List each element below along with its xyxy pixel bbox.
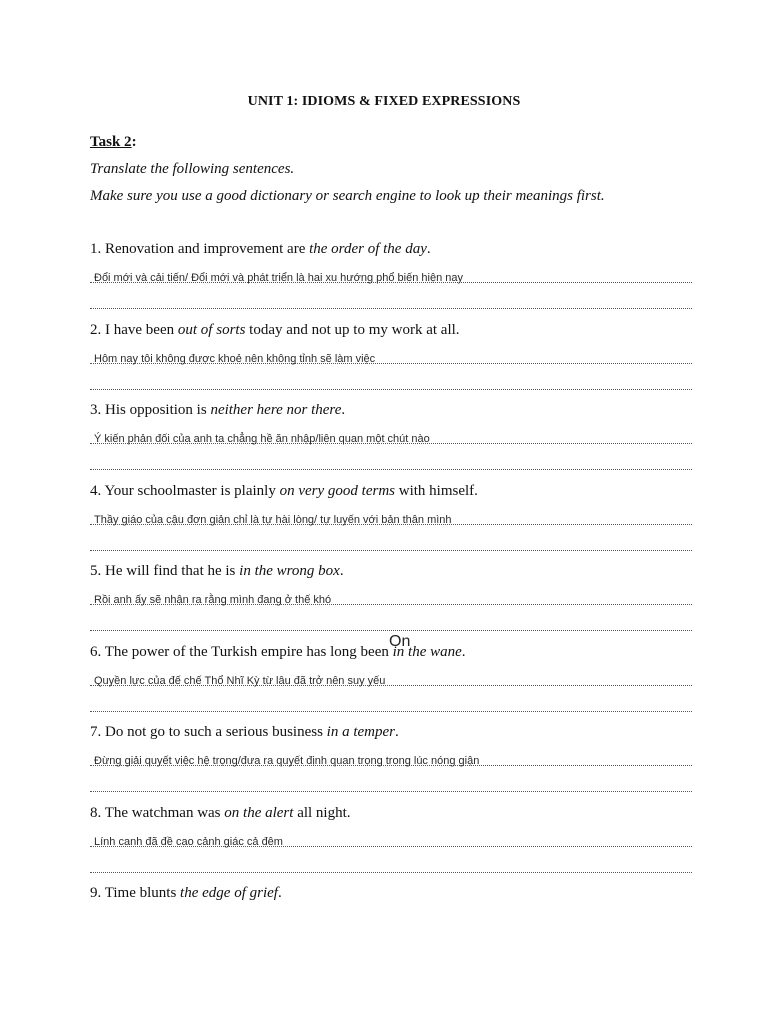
answer-line-7[interactable] bbox=[90, 752, 692, 768]
answer-text: Hôm nay tôi không được khoẻ nên không tỉnh sẽ làm việc bbox=[94, 353, 376, 365]
question-idiom: in the wane bbox=[392, 644, 462, 660]
question-number: 4. bbox=[90, 483, 102, 499]
blank-answer-line-6[interactable] bbox=[90, 710, 692, 712]
answer-line-6[interactable] bbox=[90, 672, 692, 688]
question-idiom: in a temper bbox=[326, 724, 395, 740]
question-idiom: on very good terms bbox=[279, 483, 395, 499]
question-text: Time blunts bbox=[104, 885, 181, 901]
question-number: 7. bbox=[90, 724, 102, 740]
question-3 bbox=[90, 402, 345, 419]
task-label bbox=[90, 134, 137, 151]
answer-line-5[interactable] bbox=[90, 591, 692, 607]
handwritten-annotation: On bbox=[389, 633, 411, 650]
question-number: 6. bbox=[90, 644, 102, 660]
question-number: 2. bbox=[90, 322, 102, 338]
question-text: His opposition is bbox=[105, 402, 211, 418]
question-text-end: . bbox=[426, 241, 431, 257]
question-5 bbox=[90, 563, 344, 580]
question-text-end: all night. bbox=[293, 805, 351, 821]
answer-text: Đừng giải quyết việc hệ trọng/đưa ra quyết định quan trọng trong lúc nóng giận bbox=[94, 755, 480, 767]
question-number: 5. bbox=[90, 563, 102, 579]
answer-text: Đổi mới và cải tiến/ Đổi mới và phát triển là hai xu hướng phổ biến hiện nay bbox=[94, 272, 463, 284]
answer-text: Thầy giáo của cậu đơn giản chỉ là tự hài lòng/ tự luyến với bản thân mình bbox=[94, 514, 452, 526]
blank-answer-line-3[interactable] bbox=[90, 468, 692, 470]
question-number: 8. bbox=[90, 805, 102, 821]
question-number: 9. bbox=[90, 885, 102, 901]
question-text: Renovation and improvement are bbox=[105, 241, 310, 257]
question-text: He will find that he is bbox=[105, 563, 240, 579]
page-title: UNIT 1: IDIOMS & FIXED EXPRESSIONS bbox=[247, 94, 521, 109]
blank-answer-line-5[interactable] bbox=[90, 629, 692, 631]
question-text-end: . bbox=[341, 402, 346, 418]
blank-answer-line-2[interactable] bbox=[90, 388, 692, 390]
question-text: Do not go to such a serious business bbox=[105, 724, 327, 740]
answer-text: Quyền lực của đế chế Thổ Nhĩ Kỳ từ lâu đã trở nên suy yếu bbox=[94, 675, 386, 687]
question-idiom: on the alert bbox=[224, 805, 294, 821]
question-text: I have been bbox=[105, 322, 178, 338]
question-2 bbox=[90, 322, 460, 339]
instruction-1: Translate the following sentences. bbox=[90, 161, 295, 177]
question-text-end: . bbox=[394, 724, 399, 740]
question-text: Your schoolmaster is plainly bbox=[104, 483, 280, 499]
answer-text: Ý kiến phản đối của anh ta chẳng hề ăn nhập/liên quan một chút nào bbox=[94, 433, 430, 445]
answer-line-4[interactable] bbox=[90, 511, 692, 527]
question-idiom: out of sorts bbox=[177, 322, 246, 338]
blank-answer-line-4[interactable] bbox=[90, 549, 692, 551]
blank-answer-line-1[interactable] bbox=[90, 307, 692, 309]
question-idiom: neither here nor there bbox=[210, 402, 342, 418]
answer-line-8[interactable] bbox=[90, 833, 692, 849]
question-1 bbox=[90, 241, 431, 258]
question-text-end: today and not up to my work at all. bbox=[245, 322, 460, 338]
question-text: The watchman was bbox=[104, 805, 225, 821]
instruction-2: Make sure you use a good dictionary or search engine to look up their meanings first. bbox=[90, 188, 605, 204]
question-8 bbox=[90, 805, 351, 822]
question-number: 3. bbox=[90, 402, 102, 418]
question-text: The power of the Turkish empire has long been bbox=[104, 644, 393, 660]
question-number: 1. bbox=[90, 241, 102, 257]
question-text-end: . bbox=[461, 644, 466, 660]
answer-line-3[interactable] bbox=[90, 430, 692, 446]
task-label-text: Task 2 bbox=[90, 134, 132, 150]
question-text-end: with himself. bbox=[395, 483, 478, 499]
answer-text: Rồi anh ấy sẽ nhận ra rằng mình đang ở thế khó bbox=[94, 594, 332, 606]
blank-answer-line-7[interactable] bbox=[90, 790, 692, 792]
question-idiom: the edge of grief bbox=[180, 885, 278, 901]
answer-line-2[interactable] bbox=[90, 350, 692, 366]
task-label-colon: : bbox=[131, 134, 137, 150]
answer-text: Lính canh đã đề cao cảnh giác cả đêm bbox=[94, 836, 283, 848]
answer-line-1[interactable] bbox=[90, 269, 692, 285]
blank-answer-line-8[interactable] bbox=[90, 871, 692, 873]
question-7 bbox=[90, 724, 399, 741]
question-idiom: the order of the day bbox=[309, 241, 427, 257]
question-text-end: . bbox=[339, 563, 344, 579]
question-4 bbox=[90, 483, 478, 500]
question-9 bbox=[90, 885, 282, 902]
question-text-end: . bbox=[277, 885, 282, 901]
question-idiom: in the wrong box bbox=[239, 563, 340, 579]
